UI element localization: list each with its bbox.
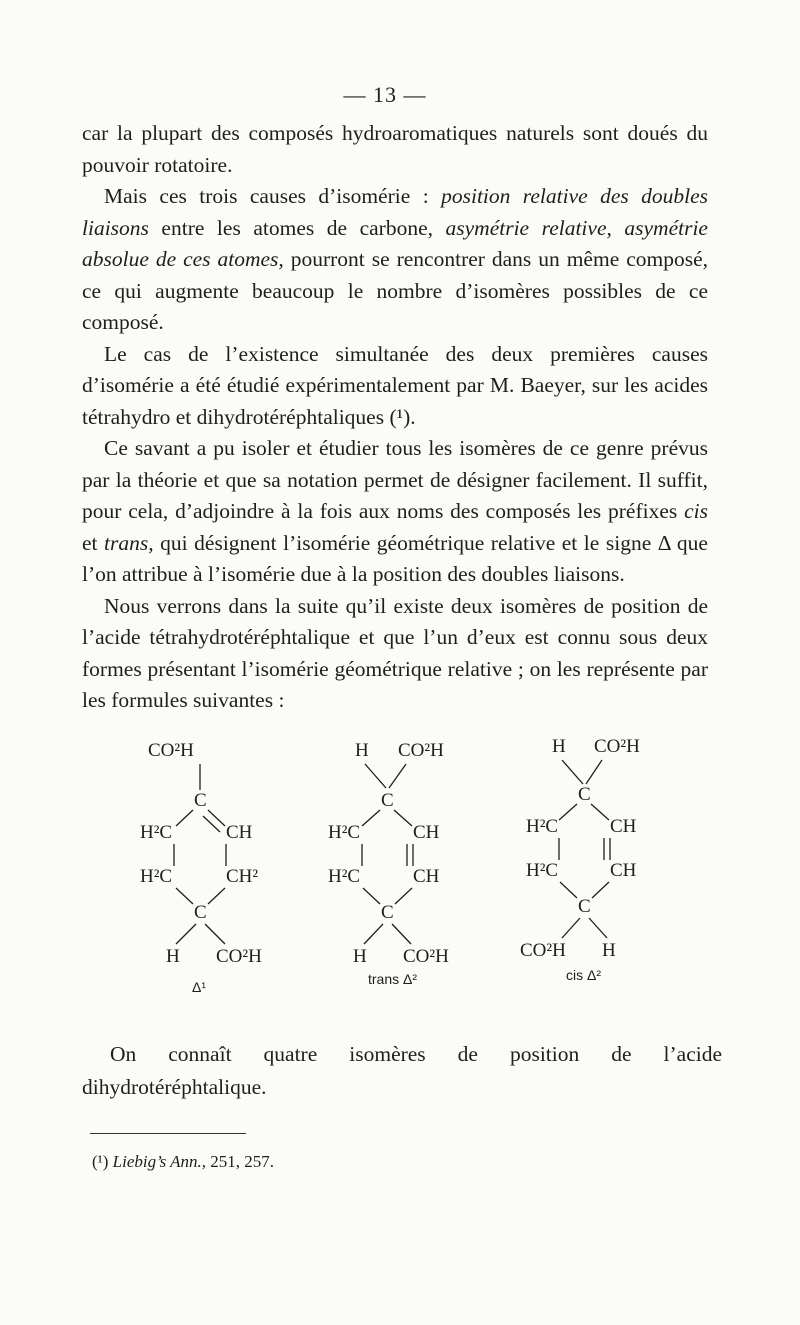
p2-text-e: pourront se rencontrer dans un même composé, ce qui augmente beaucoup le nombre d’isomères possibles de ce composé. [82,247,708,334]
f3-right-lower: CH [610,860,637,881]
f3-bond [562,760,583,784]
f2-label: trans Δ² [368,971,418,987]
structural-formulas [100,726,740,1006]
f1-bond [205,924,225,944]
f1-left-lower: H²C [140,866,173,887]
f3-bond [562,918,580,938]
f1-bond [176,810,193,826]
f3-bond [589,918,607,938]
f3-bond [560,882,577,898]
f2-right-lower: CH [413,866,440,887]
f2-carbon-bottom: C [381,902,394,923]
paragraph-5: Nous verrons dans la suite qu’il existe deux isomères de position de l’acide tétrahydrotéréphtalique et que l’un d’eux est connu sous deux formes présentant l’isomérie géométrique relative ; on les représente par les formules suivantes : [82,593,708,712]
f3-top-left: H [552,736,566,757]
f1-right-upper: CH [226,822,253,843]
f2-bond [362,810,380,826]
f2-top-right: CO²H [398,740,444,761]
f1-right-lower: CH² [226,866,259,887]
f2-bond [363,888,380,904]
f2-bond [389,764,406,788]
f3-carbon-bottom: C [578,896,591,917]
closing-text [82,1038,722,1104]
f3-left-lower: H²C [526,860,559,881]
f3-top-right: CO²H [594,736,640,757]
p3-text-a: Le cas de l’existence simultanée des deux premières causes d’isomérie a été étudié expérimentalement par M. Baeyer, sur les acides tétrahydro et dihydrotéréphtaliques [82,341,708,429]
f2-bottom-left: H [353,946,367,967]
footnote-source: Liebig’s Ann., [112,1152,207,1171]
p3-text-b: . [410,404,416,429]
f2-left-lower: H²C [328,866,361,887]
body-text [82,118,708,717]
f2-bond [394,810,412,826]
page-number: — 13 — [343,82,427,107]
f1-bond [176,924,196,944]
f3-bond [592,882,609,898]
f2-left-upper: H²C [328,822,361,843]
f2-bottom-right: CO²H [403,946,449,967]
p4-text-a: Ce savant a pu isoler et étudier tous les isomères de ce genre prévus par la théorie et que sa notation permet de désigner facilement. Il suffit, pour cela, d’adjoindre à la fois aux noms des composés les préfixes [82,436,708,523]
f1-label: Δ¹ [192,979,207,995]
paragraph-6: On connaît quatre isomères de position de l’acide dihydrotéréphtalique. [82,1042,722,1099]
f2-bond [395,888,412,904]
footnote-ref: 251, 257. [206,1152,275,1171]
formula-cis-delta2 [520,736,640,983]
f1-bottom-left: H [166,946,180,967]
f3-bond [559,804,577,820]
f3-carbon-top: C [578,784,591,805]
p2-italic-b: position relative des doubles liaisons [82,184,709,240]
f1-bottom-right: CO²H [216,946,262,967]
f1-left-upper: H²C [140,822,173,843]
p4-italic-cis: cis [684,499,708,523]
p2-italic-d: asymétrie relative, asymétrie absolue de ces atomes, [82,215,708,271]
f3-right-upper: CH [610,816,637,837]
p4-italic-trans: trans, [104,530,154,555]
f3-label: cis Δ² [566,967,602,983]
f1-bond [208,888,225,904]
formula-delta1 [140,740,262,995]
f1-carbon-bottom: C [194,902,207,923]
f2-carbon-top: C [381,790,394,811]
f1-carbon-top: C [194,790,207,811]
f1-top-group: CO²H [148,740,194,761]
f3-bottom-right: H [602,940,616,961]
f3-left-upper: H²C [526,816,559,837]
f2-bond [392,924,411,944]
footnote-divider [90,1133,246,1134]
f2-bond [365,764,386,788]
f2-right-upper: CH [413,822,440,843]
footnote [92,1152,274,1172]
p4-text-e: qui désignent l’isomérie géométrique relative et le signe Δ que l’on attribue à l’isomérie due à la position des doubles liaisons. [82,530,708,586]
f2-top-left: H [355,740,369,761]
footnote-mark: (¹) [92,1152,109,1171]
f3-bottom-left: CO²H [520,940,566,961]
f3-bond [591,804,609,820]
paragraph-2 [82,181,708,339]
p4-text-c: et [82,530,105,555]
f1-bond [176,888,193,904]
f3-bond [586,760,602,784]
paragraph-3 [82,339,708,434]
p2-text-c: entre les atomes de carbone, [148,215,446,240]
footnote-reference: (¹) [389,404,411,429]
formula-trans-delta2 [328,740,449,987]
p2-text-a: Mais ces trois causes d’isomérie : [104,184,442,208]
paragraph-4 [82,433,708,591]
paragraph-1: car la plupart des composés hydroaromatiques naturels sont doués du pouvoir rotatoire. [82,121,708,177]
formulas-svg [100,726,740,1006]
f2-bond [364,924,383,944]
